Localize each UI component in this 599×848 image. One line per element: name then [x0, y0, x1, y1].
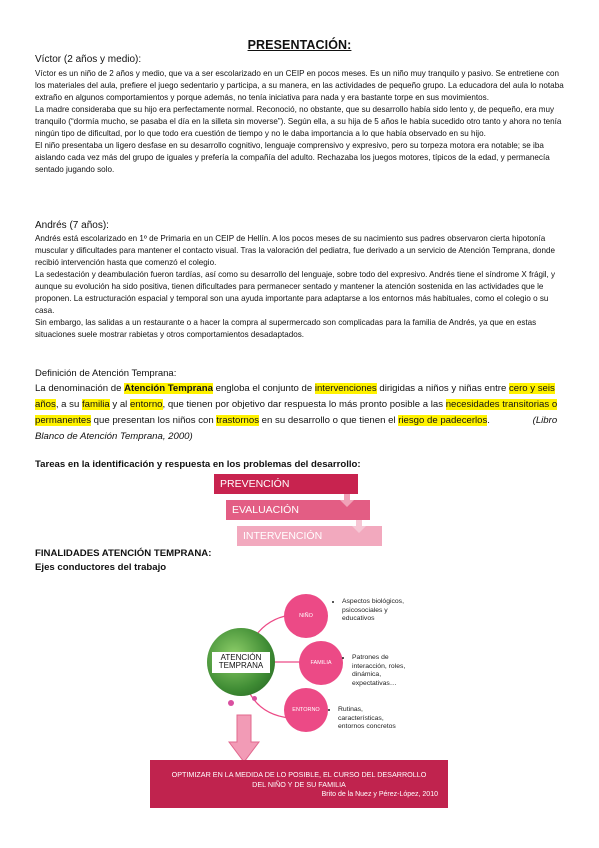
highlight-term: cero y seis años	[35, 383, 555, 410]
victor-paragraph-1: Víctor es un niño de 2 años y medio, que va a ser escolarizado en un CEIP en pocos meses. Es un niño muy tranquilo y pasivo. Se entretiene con los materiales del aula, prefiere el juego sedentario y participa, a su manera, en las actividades de pequeño grupo. La educadora del aula lo notaba extraño en algunos comportamientos y porque además, no tenía iniciativa para nada y era bastante torpe en sus movimientos.	[35, 69, 564, 102]
definition-part: , a su	[55, 399, 82, 410]
definition-citation: (Libro Blanco de Atención Temprana, 2000)	[35, 415, 558, 442]
definition-text	[35, 381, 560, 445]
node-familia: FAMILIA	[299, 641, 343, 685]
step-arrow-1	[340, 494, 354, 507]
step-evaluacion: EVALUACIÓN	[226, 500, 370, 520]
victor-paragraph-2: La madre consideraba que su hijo era perfectamente normal. Reconoció, no obstante, que su desarrollo había sido lento y, de pequeño, era muy tranquilo (“dormía mucho, se pasaba el día en la silleta sin moverse”). Según ella, a su hija de 5 años le había sucedido otro tanto y ahora no tenía ningún tipo de dificultad, por lo que todo era cuestión de tiempo y no le daba importancia a lo que había observado en su hijo.	[35, 105, 562, 138]
node-entorno: ENTORNO	[284, 688, 328, 732]
definition-heading: Definición de Atención Temprana:	[35, 368, 177, 379]
andres-text	[35, 233, 565, 341]
definition-part: engloba el conjunto de	[212, 383, 315, 394]
node-nino: NIÑO	[284, 594, 328, 638]
bullet-item: • Patrones de interacción, roles, dinámica, expectativas…	[352, 654, 414, 688]
step-prevencion: PREVENCIÓN	[214, 474, 358, 494]
goal-banner	[150, 760, 448, 808]
flower-icon	[252, 696, 257, 701]
flower-icon	[228, 700, 234, 706]
highlight-term: familia	[81, 399, 110, 410]
banner-text: OPTIMIZAR EN LA MEDIDA DE LO POSIBLE, EL CURSO DEL DESARROLLO DEL NIÑO Y DE SU FAMILIA	[171, 770, 427, 789]
finalidades-subheading: Ejes conductores del trabajo	[35, 562, 167, 573]
andres-paragraph-3: Sin embargo, las salidas a un restaurante o a hacer la compra al supermercado son complicadas para la familia de Andrés, ya que en estas situaciones suele mostrar rabietas y otros comportamientos desadaptados.	[35, 318, 537, 339]
bullets-nino	[334, 598, 406, 624]
step-arrow-2	[352, 520, 366, 533]
finalidades-heading: FINALIDADES ATENCIÓN TEMPRANA:	[35, 548, 212, 559]
page-title: PRESENTACIÓN:	[247, 38, 352, 52]
andres-paragraph-1: Andrés está escolarizado en 1º de Primaria en un CEIP de Hellín. A los pocos meses de su nacimiento sus padres observaron cierta hipotonía muscular y dificultades para mantener el contacto visual. Tras la valoración del pediatra, fue derivado a un servicio de Atención Temprana, donde recibió intervención hasta que comenzó el colegio.	[35, 234, 555, 267]
tasks-heading: Tareas en la identificación y respuesta en los problemas del desarrollo:	[35, 459, 361, 470]
victor-text	[35, 68, 565, 176]
victor-heading: Víctor (2 años y medio):	[35, 54, 142, 65]
andres-paragraph-2: La sedestación y deambulación fueron tardías, así como su desarrollo del lenguaje, sobre todo del expresivo. Andrés tiene el síndrome X frágil, y aunque su evolución ha sido positiva, tienen dificultades para permanecer sentado y mantener la atención sostenida en las actividades que le proponen. La estructuración espacial y temporal son una ayuda importante para adaptarse a los entornos más habituales, como el colegio o su casa.	[35, 270, 556, 315]
bullets-familia	[344, 654, 414, 688]
definition-part: y al	[109, 399, 130, 410]
highlight-term: Atención Temprana	[124, 383, 213, 394]
definition-part: en su desarrollo o que tienen el	[259, 415, 399, 426]
bullet-item: • Rutinas, características, entornos concretos	[338, 706, 400, 732]
highlight-term: intervenciones	[314, 383, 377, 394]
definition-part: .	[487, 415, 490, 426]
step-arrows	[340, 488, 370, 536]
step-intervencion: INTERVENCIÓN	[237, 526, 382, 546]
banner-source: Brito de la Nuez y Pérez-López, 2010	[321, 791, 438, 798]
highlight-term: entorno	[129, 399, 163, 410]
bullet-item: • Aspectos biológicos, psicosociales y educativos	[342, 598, 406, 624]
center-label: ATENCIÓN TEMPRANA	[212, 652, 270, 673]
center-photo-circle	[207, 628, 275, 696]
bullets-entorno	[330, 706, 400, 732]
down-arrow-icon	[228, 714, 260, 764]
definition-part: que presentan los niños con	[91, 415, 217, 426]
definition-part: La denominación de	[35, 383, 125, 394]
definition-part: dirigidas a niños y niñas entre	[376, 383, 509, 394]
highlight-term: necesidades transitorias o permanentes	[35, 399, 558, 426]
highlight-term: trastornos	[216, 415, 260, 426]
definition-part: , que tienen por objetivo dar respuesta lo más pronto posible a las	[162, 399, 446, 410]
highlight-term: riesgo de padecerlos	[398, 415, 488, 426]
andres-heading: Andrés (7 años):	[35, 220, 109, 231]
victor-paragraph-3: El niño presentaba un ligero desfase en su desarrollo cognitivo, lenguaje comprensivo y expresivo, pero su torpeza motora era notable; se iba aislando cada vez más del grupo de iguales y prefería la compañía del adulto. Rechazaba los juegos motores, típicos de la edad, y permanecía sentado jugando solo.	[35, 141, 550, 174]
